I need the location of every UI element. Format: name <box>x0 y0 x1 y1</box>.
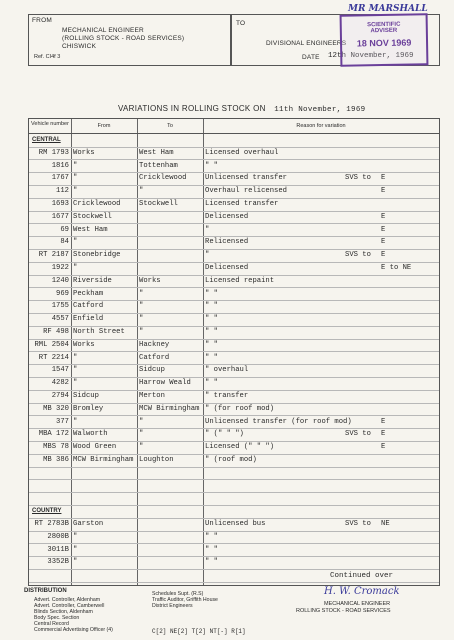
table-row <box>29 161 439 174</box>
reason-for-variation: Delicensed <box>205 212 249 221</box>
signatory-title-2: ROLLING STOCK - ROAD SERVICES <box>296 608 391 614</box>
reason-for-variation: " " <box>205 379 218 388</box>
from-depot: Riverside <box>73 276 112 285</box>
svs-note: SVS to <box>345 520 371 528</box>
to-department: DIVISIONAL ENGINEERS <box>266 40 347 47</box>
reason-for-variation: " " <box>205 302 218 311</box>
from-depot: Wood Green <box>73 443 117 452</box>
to-depot: Loughton <box>139 456 174 464</box>
variations-table <box>28 118 440 586</box>
from-depot: Bromley <box>73 404 104 413</box>
to-depot: Harrow Weald <box>139 379 191 388</box>
destination-code: E <box>381 174 386 183</box>
vehicle-number: 3011B <box>47 545 69 554</box>
reason-for-variation: " " <box>205 545 218 554</box>
date-label: DATE <box>302 54 320 61</box>
reason-for-variation: " " <box>205 353 218 362</box>
vehicle-number: 1816 <box>51 161 69 170</box>
reason-for-variation: " (for roof mod) <box>205 404 275 413</box>
from-depot: Enfield <box>73 315 104 324</box>
from-line-2: (ROLLING STOCK - ROAD SERVICES) <box>62 35 185 42</box>
dist-item: Advert. Controller, Camberwell <box>34 603 105 609</box>
from-depot: " <box>73 366 78 375</box>
to-depot: " <box>139 315 144 324</box>
section-label: COUNTRY <box>32 508 62 515</box>
section-label: CENTRAL <box>32 137 61 143</box>
from-line-3: CHISWICK <box>62 43 97 50</box>
table-row <box>29 199 439 212</box>
to-depot: " <box>139 328 144 336</box>
vehicle-number: 1240 <box>51 276 69 285</box>
table-row <box>29 455 439 468</box>
dist-item: Central Record <box>34 621 69 627</box>
table-row <box>29 404 439 417</box>
svs-note: SVS to <box>345 251 371 260</box>
from-depot: Catford <box>73 302 104 311</box>
table-row <box>29 532 439 545</box>
table-row <box>29 481 439 494</box>
destination-code: NE <box>381 520 390 528</box>
from-depot: " <box>73 532 78 541</box>
from-depot: " <box>73 238 78 247</box>
table-row <box>29 225 439 238</box>
from-depot: " <box>73 264 78 272</box>
vehicle-number: 2800B <box>47 532 69 541</box>
vehicle-number: RT 2214 <box>38 353 69 362</box>
reason-for-variation: " (roof mod) <box>205 456 257 464</box>
vehicle-number: MBS 78 <box>43 443 69 452</box>
table-section-row <box>29 506 439 519</box>
distribution-list-2 <box>152 591 218 609</box>
table-row <box>29 557 439 570</box>
from-depot: North Street <box>73 328 125 336</box>
reason-for-variation: Licensed (" " ") <box>205 443 275 452</box>
signature: H. W. Cromack <box>324 586 400 597</box>
to-depot: Stockwell <box>139 200 178 208</box>
vehicle-number: 4557 <box>51 315 69 324</box>
to-depot: MCW Birmingham <box>139 404 200 413</box>
vehicle-number: 4282 <box>51 379 69 388</box>
reason-for-variation: Unlicensed bus <box>205 520 266 528</box>
reason-for-variation: Delicensed <box>205 264 249 272</box>
distribution-footer <box>24 586 444 635</box>
from-depot: Peckham <box>73 289 104 298</box>
from-depot: Stockwell <box>73 212 112 221</box>
to-depot: " <box>139 289 144 298</box>
destination-code: E <box>381 225 386 234</box>
table-row <box>29 148 439 161</box>
svs-note: SVS to <box>345 430 371 439</box>
table-row <box>29 545 439 558</box>
reason-for-variation: Licensed overhaul <box>205 148 279 157</box>
reason-for-variation: " overhaul <box>205 366 249 375</box>
reason-for-variation: " (" " ") <box>205 430 244 439</box>
col-header-vehicle: Vehicle number <box>31 121 69 127</box>
to-depot: " <box>139 443 144 452</box>
reason-for-variation: Overhaul relicensed <box>205 187 287 196</box>
reason-for-variation: " " <box>205 340 218 349</box>
from-depot: Walworth <box>73 430 108 439</box>
dist-item: Body Spec. Section <box>34 615 80 621</box>
reason-for-variation: " " <box>205 532 218 541</box>
reason-for-variation: Licensed transfer <box>205 200 279 208</box>
from-depot: " <box>73 545 78 554</box>
vehicle-number: MBA 172 <box>38 430 69 439</box>
vehicle-number: 969 <box>56 289 69 298</box>
to-depot: Cricklewood <box>139 174 187 183</box>
title-date: 11th November, 1969 <box>274 106 366 114</box>
destination-code: E to NE <box>381 264 412 272</box>
vehicle-number: 1547 <box>51 366 69 375</box>
to-depot: " <box>139 417 144 426</box>
table-row <box>29 301 439 314</box>
table-row <box>29 493 439 506</box>
vehicle-number: MB 320 <box>43 404 69 413</box>
vehicle-number: 1755 <box>51 302 69 311</box>
from-depot: " <box>73 379 78 388</box>
reason-for-variation: " " <box>205 289 218 298</box>
reason-for-variation: " <box>205 225 210 234</box>
vehicle-number: 2794 <box>51 392 69 400</box>
table-row <box>29 327 439 340</box>
vehicle-number: MB 386 <box>43 456 69 464</box>
stamp-line-2: ADVISER <box>370 27 398 35</box>
vehicle-number: RT 2783B <box>34 520 69 528</box>
to-depot: " <box>139 302 144 311</box>
to-label: TO <box>236 20 246 27</box>
from-line-1: MECHANICAL ENGINEER <box>62 27 144 34</box>
table-row <box>29 417 439 430</box>
vehicle-number: 377 <box>56 417 69 426</box>
destination-code: E <box>381 251 386 260</box>
destination-code: E <box>381 238 386 247</box>
table-row <box>29 340 439 353</box>
to-depot: Works <box>139 276 161 285</box>
reason-for-variation: " " <box>205 558 218 567</box>
table-row <box>29 378 439 391</box>
from-depot: West Ham <box>73 225 108 234</box>
destination-code: E <box>381 443 386 452</box>
table-row <box>29 276 439 289</box>
vehicle-number: RML 2504 <box>34 340 69 349</box>
dist-item: Advert. Controller, Aldenham <box>34 597 101 603</box>
signatory-title-1: MECHANICAL ENGINEER <box>324 601 391 607</box>
vehicle-number: RT 2187 <box>38 251 69 260</box>
reason-for-variation: " " <box>205 328 218 336</box>
col-header-reason: Reason for variation <box>296 123 346 129</box>
vehicle-number: RM 1793 <box>38 148 69 157</box>
table-row <box>29 212 439 225</box>
table-row <box>29 186 439 199</box>
from-depot: Sidcup <box>73 392 99 400</box>
table-row <box>29 442 439 455</box>
col-header-to: To <box>167 123 173 129</box>
table-row <box>29 365 439 378</box>
vehicle-number: 84 <box>60 238 69 247</box>
stamp-line-1: SCIENTIFIC <box>367 21 401 29</box>
dist-item: Schedules Supt. (R.S) <box>152 591 204 597</box>
dist-item: Commercial Advertising Officer (4) <box>34 627 113 633</box>
document-title <box>118 104 365 114</box>
header-divider <box>29 133 439 134</box>
to-depot: " <box>139 430 144 439</box>
vehicle-number: 1693 <box>51 200 69 208</box>
from-depot: Garston <box>73 520 104 528</box>
distribution-codes: C[2] NE[2] T[2] NT[-] R[1] <box>152 628 246 635</box>
from-depot: MCW Birmingham <box>73 456 134 464</box>
dist-item: Traffic Auditor, Griffith House <box>152 597 218 603</box>
table-row <box>29 519 439 532</box>
table-row <box>29 263 439 276</box>
received-stamp <box>340 13 429 67</box>
from-depot: Works <box>73 340 95 349</box>
from-depot: " <box>73 174 78 183</box>
from-depot: " <box>73 161 78 170</box>
reason-for-variation: " transfer <box>205 392 249 400</box>
reason-for-variation: Relicensed <box>205 238 249 247</box>
reason-for-variation: Unlicensed transfer (for roof mod) <box>205 417 352 426</box>
vehicle-number: 3352B <box>47 558 69 567</box>
from-depot: Cricklewood <box>73 200 121 208</box>
table-row <box>29 353 439 366</box>
from-depot: Stonebridge <box>73 251 121 260</box>
from-depot: " <box>73 187 78 196</box>
table-section-row <box>29 135 439 148</box>
distribution-title: DISTRIBUTION <box>24 588 67 594</box>
table-row <box>29 429 439 442</box>
to-depot: Tottenham <box>139 161 178 170</box>
reason-for-variation: Unlicensed transfer <box>205 174 287 183</box>
from-label: FROM <box>32 17 52 24</box>
table-row <box>29 289 439 302</box>
table-row <box>29 173 439 186</box>
title-text: VARIATIONS IN ROLLING STOCK ON <box>118 104 266 113</box>
dist-item: Blinds Section, Aldenham <box>34 609 93 615</box>
continued-over: Continued over <box>330 572 394 580</box>
to-depot: Merton <box>139 392 165 400</box>
destination-code: E <box>381 430 386 439</box>
to-depot: Sidcup <box>139 366 165 375</box>
vehicle-number: 69 <box>60 225 69 234</box>
vehicle-number: 112 <box>56 187 69 196</box>
reason-for-variation: " " <box>205 161 218 170</box>
to-depot: " <box>139 187 144 196</box>
date-value: 12th November, 1969 <box>328 52 414 60</box>
stamp-date: 18 NOV 1969 <box>356 37 412 49</box>
from-depot: " <box>73 417 78 426</box>
vehicle-number: 1767 <box>51 174 69 183</box>
svs-note: SVS to <box>345 174 371 183</box>
from-depot: " <box>73 558 78 567</box>
table-row <box>29 468 439 481</box>
vehicle-number: RF 498 <box>43 328 69 336</box>
table-row <box>29 237 439 250</box>
reason-for-variation: Licensed repaint <box>205 276 275 285</box>
destination-code: E <box>381 417 386 426</box>
destination-code: E <box>381 187 386 196</box>
table-row <box>29 250 439 263</box>
vehicle-number: 1677 <box>51 212 69 221</box>
to-depot: West Ham <box>139 148 174 157</box>
dist-item: District Engineers <box>152 603 193 609</box>
table-row <box>29 391 439 404</box>
ref-number: Ref. CI4f 3 <box>34 54 61 60</box>
from-depot: Works <box>73 148 95 157</box>
destination-code: E <box>381 212 386 221</box>
vehicle-number: 1922 <box>51 264 69 272</box>
from-depot: " <box>73 353 78 362</box>
reason-for-variation: " <box>205 251 210 260</box>
table-row <box>29 314 439 327</box>
reason-for-variation: " " <box>205 315 218 324</box>
to-depot: Catford <box>139 353 170 362</box>
handwritten-name: MR MARSHALL <box>348 4 428 14</box>
distribution-list-1 <box>34 597 113 633</box>
to-depot: Hackney <box>139 340 170 349</box>
col-header-from: From <box>97 123 111 129</box>
